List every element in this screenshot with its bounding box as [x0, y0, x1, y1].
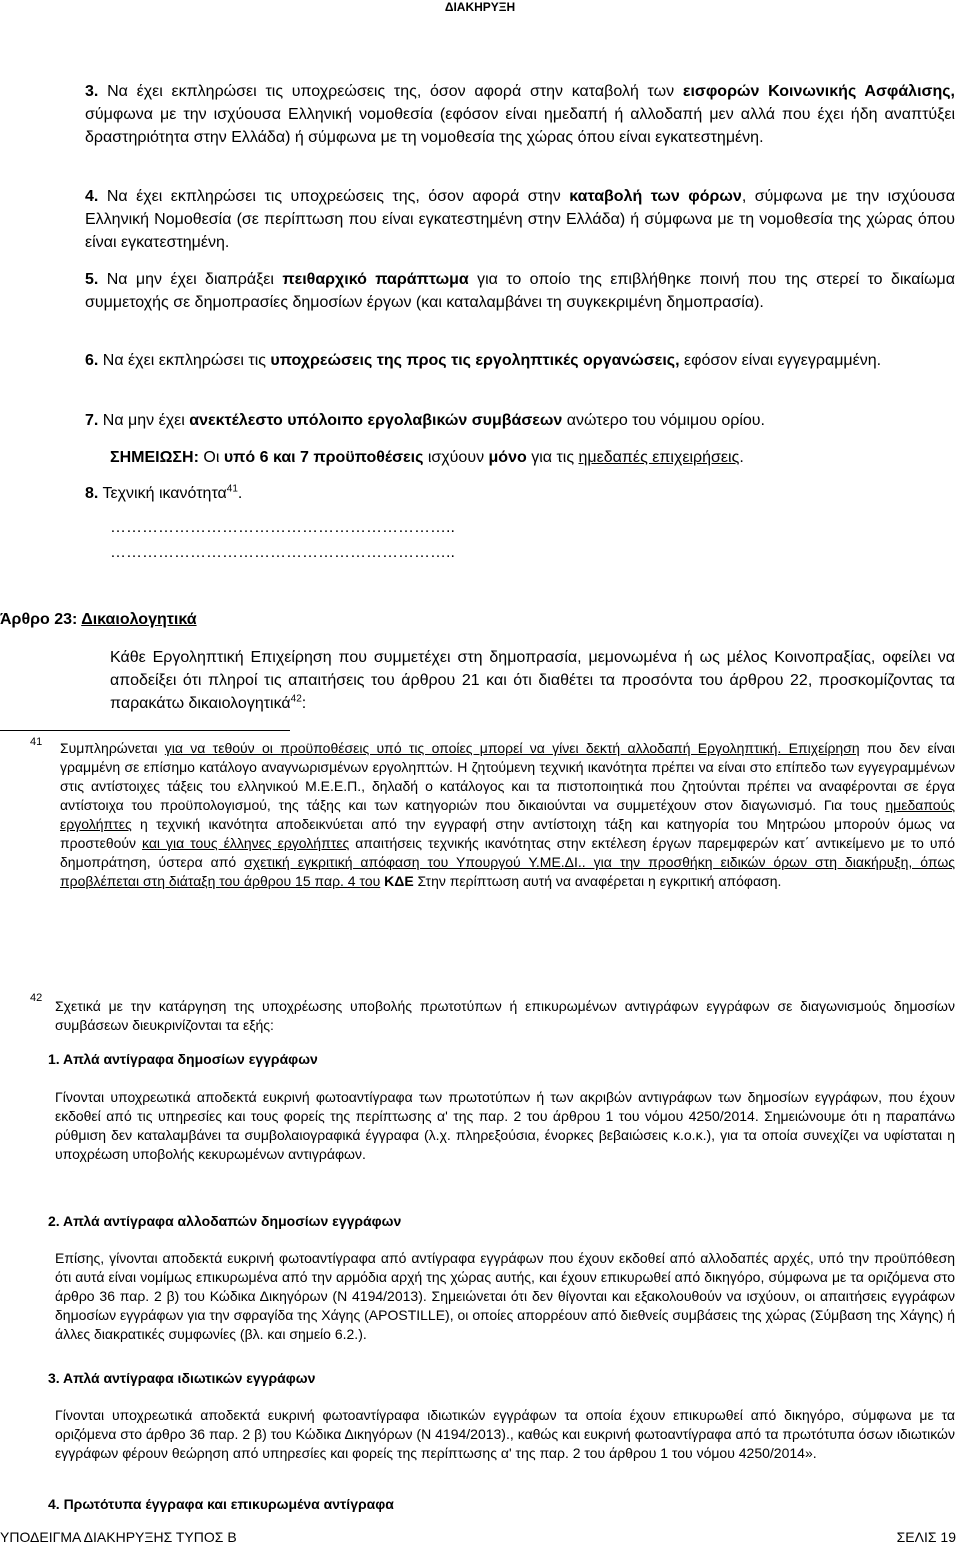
item-bold-text: εισφορών Κοινωνικής Ασφάλισης,	[682, 83, 955, 100]
footnote-41	[60, 739, 955, 891]
list-item-7	[85, 409, 955, 432]
list-item-3	[85, 80, 955, 149]
item-number: 7.	[85, 412, 99, 429]
footnote-42-intro: Σχετικά με την κατάργηση της υποχρέωσης υποβολής πρωτοτύπων ή επικυρωμένων αντιγράφων εγγράφων σε διαγωνισμούς δημοσίων συμβάσεων διευκρινίζονται τα εξής:	[55, 998, 955, 1033]
item-number: 5.	[85, 271, 99, 288]
footnote-underlined-text: και για τους έλληνες εργολήπτες	[142, 835, 350, 851]
item-text: ανώτερο του νόμιμου ορίου.	[562, 412, 765, 429]
item-text: σύμφωνα με την ισχύουσα Ελληνική νομοθεσία (εφόσον είναι ημεδαπή ή αλλοδαπή μεν αλλά που έχει ήδη αναπτύξει δραστηριότητα στην Ελλάδα) ή σύμφωνα με τη νομοθεσία της χώρας όπου είναι εγκατεστημένη.	[85, 106, 955, 146]
note-text: ισχύουν	[423, 449, 489, 466]
footnote-text: Συμπληρώνεται	[60, 740, 165, 756]
footnote-text: Στην περίπτωση αυτή να αναφέρεται η εγκριτική απόφαση.	[413, 873, 782, 889]
item-text: Να έχει εκπληρώσει τις υποχρεώσεις της, όσον αφορά στην	[106, 188, 570, 205]
note-underlined-text: ημεδαπές επιχειρήσεις	[578, 449, 740, 466]
footnote-bold-text: ΚΔΕ	[384, 873, 414, 889]
note-label: ΣΗΜΕΙΩΣΗ:	[110, 449, 199, 466]
item-text: για το οποίο της επιβλήθηκε ποινή που της στερεί το δικαίωμα συμμετοχής σε δημοπρασίες δημοσίων έργων (και καταλαμβάνει τη συγκεκριμένη δημοπρασία).	[85, 271, 955, 311]
item-number: 6.	[85, 352, 99, 369]
item-bold-text: καταβολή των φόρων	[569, 188, 742, 205]
footnote-42-text-1: Γίνονται υποχρεωτικά αποδεκτά ευκρινή φωτοαντίγραφα των πρωτοτύπων ή των ακριβών αντιγράφων των δημοσίων εγγράφων, που έχουν εκδοθεί από τις υπηρεσίες και τους φορείς της περίπτωσης α' της παρ. 2 του άρθρου 1 του νόμου 4250/2014. Σημειώνουμε ότι η παραπάνω ρύθμιση δεν καταλαμβάνει τα συμβολαιογραφικά έγγραφα (λ.χ. πληρεξούσια, ένορκες βεβαιώσεις κ.ο.κ.), για τα οποία συνεχίζει να υφίσταται η υποχρέωση υποβολής κεκυρωμένων αντιγράφων.	[55, 1089, 955, 1162]
article-name: Δικαιολογητικά	[81, 611, 197, 628]
item-text: Να μην έχει διαπράξει	[106, 271, 283, 288]
item-text: εφόσον είναι εγγεγραμμένη.	[679, 352, 882, 369]
item-number: 4.	[85, 188, 99, 205]
list-item-8	[85, 482, 955, 505]
footnote-42-heading-4: 4. Πρωτότυπα έγγραφα και επικυρωμένα αντίγραφα	[48, 1496, 394, 1512]
footnote-text: η τεχνική ικανότητα αποδεικνύεται από την εγγραφή στην αντίστοιχη τάξη και κατηγορία του Μητρώου μπορούν όμως να προστεθούν	[60, 816, 955, 851]
note-text: Οι	[198, 449, 224, 466]
footnote-42-text-3: Γίνονται υποχρεωτικά αποδεκτά ευκρινή φωτοαντίγραφα ιδιωτικών εγγράφων τα οποία έχουν επικυρωθεί από δικηγόρο, σύμφωνα με τα οριζόμενα στο άρθρο 36 παρ. 2 β) του Κώδικα Δικηγόρων (Ν 4194/2013)., καθώς και ευκρινή φωτοαντίγραφα από τα πρωτότυπα όσων ιδιωτικών εγγράφων φέρουν θεώρηση από υπηρεσίες και φορείς της περίπτωσης α' της παρ. 2 του άρθρου 1 του νόμου 4250/2014».	[55, 1407, 955, 1461]
footnote-42-heading-1: 1. Απλά αντίγραφα δημοσίων εγγράφων	[48, 1051, 318, 1067]
note-bold-text: μόνο	[488, 449, 527, 466]
footnote-number: 42	[30, 992, 43, 1004]
footnote-42-heading-2: 2. Απλά αντίγραφα αλλοδαπών δημοσίων εγγράφων	[48, 1213, 402, 1229]
article-title	[0, 608, 197, 631]
footnote-42-text-2: Επίσης, γίνονται αποδεκτά ευκρινή φωτοαντίγραφα από αντίγραφα εγγράφων που έχουν εκδοθεί από αλλοδαπές αρχές, υπό την προϋπόθεση ότι αυτά είναι νομίμως επικυρωμένα από την αρμόδια αρχή της χώρας αυτής, και έχουν επικυρωθεί από δικηγόρο, σύμφωνα με τα οριζόμενα στο άρθρο 36 παρ. 2 β) του Κώδικα Δικηγόρων (Ν 4194/2013). Σημειώνεται ότι δεν θίγονται και εξακολουθούν να ισχύουν, οι απαιτήσεις εγγράφων δημοσίων εγγράφων για την σφραγίδα της Χάγης (APOSTILLE), οι οποίες απορρέουν από διεθνείς συμβάσεις της χώρας (Σύμβαση της Χάγης) ή άλλες διακρατικές συμφωνίες (βλ. και σημείο 6.2.).	[55, 1250, 955, 1342]
article-number: Άρθρο 23:	[0, 611, 82, 628]
item-text: Να έχει εκπληρώσει τις	[102, 352, 271, 369]
footer-left: ΥΠΟΔΕΙΓΜΑ ΔΙΑΚΗΡΥΞΗΣ ΤΥΠΟΣ Β	[0, 1529, 237, 1545]
note-text: για τις	[526, 449, 579, 466]
item-text: , σύμφωνα με την ισχύουσα Ελληνική Νομοθεσία (σε περίπτωση που είναι εγκατεστημένη στην Ελλάδα) ή σύμφωνα με τη νομοθεσία της χώρας όπου είναι εγκατεστημένη.	[85, 188, 956, 251]
note	[110, 446, 960, 469]
footnote-number: 41	[30, 736, 43, 748]
article-text: :	[301, 695, 307, 712]
item-bold-text: ανεκτέλεστο υπόλοιπο εργολαβικών συμβάσεων	[189, 412, 563, 429]
note-bold-text: υπό 6 και 7 προϋποθέσεις	[223, 449, 424, 466]
footnote-text: που δεν είναι γραμμένη σε επίσημο κατάλογο αναγνωρισμένων εργοληπτών. Η ζητούμενη τεχνική ικανότητα πρέπει να είναι στο επίπεδο των εγγεγραμμένων στις αντίστοιχες τάξεις του ελληνικού Μ.Ε.Ε.Π., δηλαδή ο κατάλογος και τα πιστοποιητικά που ζητούνται πρέπει να αναφέρονται σε έργα αντίστοιχα του προϋπολογισμού, της τάξης και των κατηγοριών που δικαιούνται να συμμετέχουν στον διαγωνισμό. Για τους	[60, 740, 955, 813]
item-text: Να μην έχει	[102, 412, 190, 429]
footnote-42-heading-3: 3. Απλά αντίγραφα ιδιωτικών εγγράφων	[48, 1370, 316, 1386]
item-bold-text: υποχρεώσεις της προς τις εργοληπτικές οργανώσεις,	[270, 352, 680, 369]
ellipsis-line: ………………………………………………………..	[110, 519, 455, 536]
article-text: Κάθε Εργοληπτική Επιχείρηση που συμμετέχει στη δημοπρασία, μεμονωμένα ή ως μέλος Κοινοπραξίας, οφείλει να αποδείξει ότι πληροί τις απαιτήσεις του άρθρου 21 και ότι διαθέτει τα προσόντα του άρθρου 22, προσκομίζοντας τα παρακάτω δικαιολογητικά	[110, 649, 955, 712]
document-header: ΔΙΑΚΗΡΥΞΗ	[444, 0, 516, 14]
ellipsis-line: ………………………………………………………..	[110, 544, 455, 561]
item-bold-text: πειθαρχικό παράπτωμα	[282, 271, 469, 288]
note-text: .	[739, 449, 744, 466]
footnote-underlined-text: ημεδαπούς εργολήπτες	[60, 797, 955, 832]
item-text: .	[237, 485, 243, 502]
list-item-4	[85, 185, 955, 254]
item-number: 3.	[85, 83, 99, 100]
footnote-underlined-text: σχετική εγκριτική απόφαση του Υπουργού Υ.ΜΕ.ΔΙ.. για την προσθήκη ειδικών όρων στη διακήρυξη, όπως προβλέπεται στη διάταξη του άρθρου 15 παρ. 4 του	[60, 854, 955, 889]
footnote-separator	[0, 730, 290, 731]
article-body	[110, 646, 955, 715]
item-text: Να έχει εκπληρώσει τις υποχρεώσεις της, όσον αφορά στην καταβολή των	[107, 83, 683, 100]
footnote-ref-42[interactable]: 42	[290, 693, 302, 705]
item-number: 8.	[85, 485, 99, 502]
list-item-6	[85, 349, 955, 372]
page-number: ΣΕΛΙΣ 19	[896, 1529, 956, 1545]
footnote-ref-41[interactable]: 41	[226, 483, 238, 495]
footnote-text: απαιτήσεις τεχνικής ικανότητας στην εκτέλεση έργων παρεμφερών κατ΄ αντικείμενο με το υπό δημοπράτηση, ύστερα από	[60, 835, 955, 870]
list-item-5	[85, 268, 955, 314]
item-text: Τεχνική ικανότητα	[102, 485, 227, 502]
footnote-underlined-text: για να τεθούν οι προϋποθέσεις υπό τις οποίες μπορεί να γίνει δεκτή αλλοδαπή Εργοληπτική. Επιχείρηση	[164, 740, 860, 756]
